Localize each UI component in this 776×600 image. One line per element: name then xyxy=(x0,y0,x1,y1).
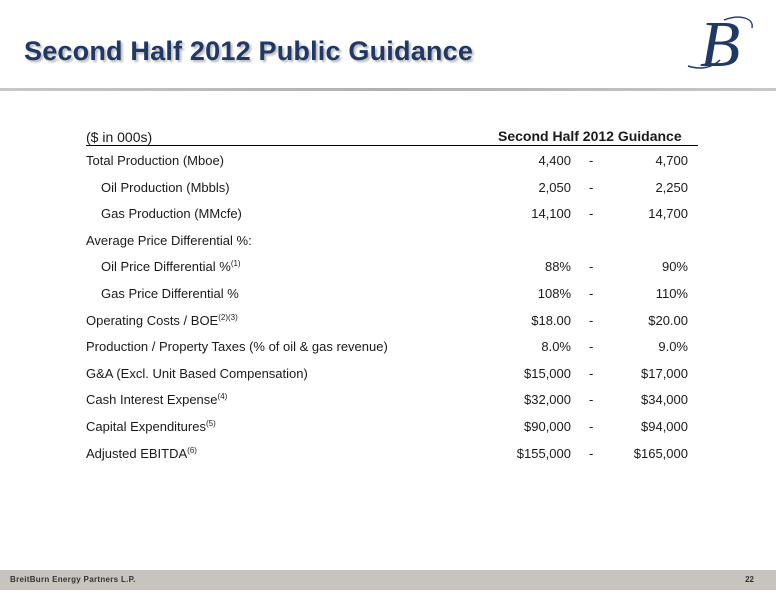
row-label xyxy=(86,339,388,354)
footer-bar xyxy=(0,570,776,590)
row-label xyxy=(86,366,308,381)
row-label xyxy=(101,180,230,195)
row-label-text: Operating Costs / BOE xyxy=(86,312,219,328)
row-label-text: Average Price Differential %: xyxy=(86,232,252,248)
high-value: $165,000 xyxy=(633,445,688,461)
footnote-marker: (5) xyxy=(205,418,216,428)
range-dash: - xyxy=(589,445,594,461)
table-row xyxy=(86,413,698,440)
breitburn-logo xyxy=(680,8,760,80)
range-dash: - xyxy=(589,312,594,328)
row-label-text: Gas Production (MMcfe) xyxy=(101,206,242,222)
title-divider xyxy=(0,88,776,91)
range-dash: - xyxy=(589,259,594,275)
high-value: $17,000 xyxy=(641,365,688,381)
low-value: $15,000 xyxy=(524,365,571,381)
low-value: 8.0% xyxy=(541,339,571,355)
row-label xyxy=(86,233,252,248)
row-label-text: Gas Price Differential % xyxy=(101,285,239,301)
slide-title: Second Half 2012 Public Guidance xyxy=(24,36,474,66)
row-label-text: Adjusted EBITDA xyxy=(86,445,188,461)
footer-company: BreitBurn Energy Partners L.P. xyxy=(10,575,136,584)
range-dash: - xyxy=(589,339,594,355)
high-value: 14,700 xyxy=(648,206,688,222)
table-row xyxy=(86,280,698,307)
range-dash: - xyxy=(589,206,594,222)
high-value: 4,700 xyxy=(655,153,688,168)
low-value: $90,000 xyxy=(524,418,571,434)
row-label-text: Cash Interest Expense xyxy=(86,392,218,408)
range-dash: - xyxy=(589,179,594,195)
table-row xyxy=(86,386,698,413)
low-value: 2,050 xyxy=(538,179,571,195)
table-row xyxy=(86,360,698,387)
row-label-text: Oil Price Differential % xyxy=(101,259,231,275)
high-value: $34,000 xyxy=(641,392,688,408)
range-dash: - xyxy=(589,153,594,168)
row-label xyxy=(86,392,227,407)
low-value: 4,400 xyxy=(538,153,571,168)
low-value: $18.00 xyxy=(531,312,571,328)
row-label xyxy=(86,419,216,434)
row-label-text: Total Production (Mboe) xyxy=(86,153,225,168)
range-dash: - xyxy=(589,418,594,434)
low-value: $155,000 xyxy=(516,445,571,461)
table-row xyxy=(86,333,698,360)
guidance-table xyxy=(86,127,698,466)
low-value: 108% xyxy=(537,285,571,301)
table-row xyxy=(86,174,698,201)
high-value: 90% xyxy=(661,259,688,275)
row-label-text: Oil Production (Mbbls) xyxy=(101,179,230,195)
row-label xyxy=(86,313,238,328)
footnote-marker: (2)(3) xyxy=(218,312,238,322)
row-label-text: G&A (Excl. Unit Based Compensation) xyxy=(86,365,308,381)
low-value: 88% xyxy=(544,259,571,275)
row-label xyxy=(86,153,224,168)
high-value: 2,250 xyxy=(655,179,688,195)
table-row xyxy=(86,227,698,254)
table-row xyxy=(86,147,698,174)
high-value: 9.0% xyxy=(658,339,688,355)
page-number: 22 xyxy=(745,575,754,584)
footnote-marker: (1) xyxy=(230,259,241,269)
high-value: $20.00 xyxy=(648,312,688,328)
header-underline xyxy=(86,145,698,146)
range-dash: - xyxy=(589,365,594,381)
high-value: $94,000 xyxy=(641,418,688,434)
range-dash: - xyxy=(589,392,594,408)
table-row xyxy=(86,253,698,280)
unit-label: ($ in 000s) xyxy=(86,129,153,145)
high-value: 110% xyxy=(655,285,688,301)
row-label xyxy=(101,286,239,301)
row-label-text: Production / Property Taxes (% of oil & gas revenue) xyxy=(86,339,388,355)
low-value: 14,100 xyxy=(531,206,571,222)
footnote-marker: (6) xyxy=(187,445,197,455)
table-body xyxy=(86,147,698,466)
row-label-text: Capital Expenditures xyxy=(86,418,206,434)
table-header xyxy=(86,127,698,147)
low-value: $32,000 xyxy=(524,392,571,408)
footnote-marker: (4) xyxy=(217,392,228,402)
table-row xyxy=(86,200,698,227)
row-label xyxy=(101,259,241,274)
range-dash: - xyxy=(589,285,594,301)
row-label xyxy=(86,446,197,461)
table-row xyxy=(86,307,698,334)
logo-letter: B xyxy=(699,8,741,80)
row-label xyxy=(101,206,242,221)
column-header: Second Half 2012 Guidance xyxy=(498,128,682,144)
table-row xyxy=(86,440,698,467)
